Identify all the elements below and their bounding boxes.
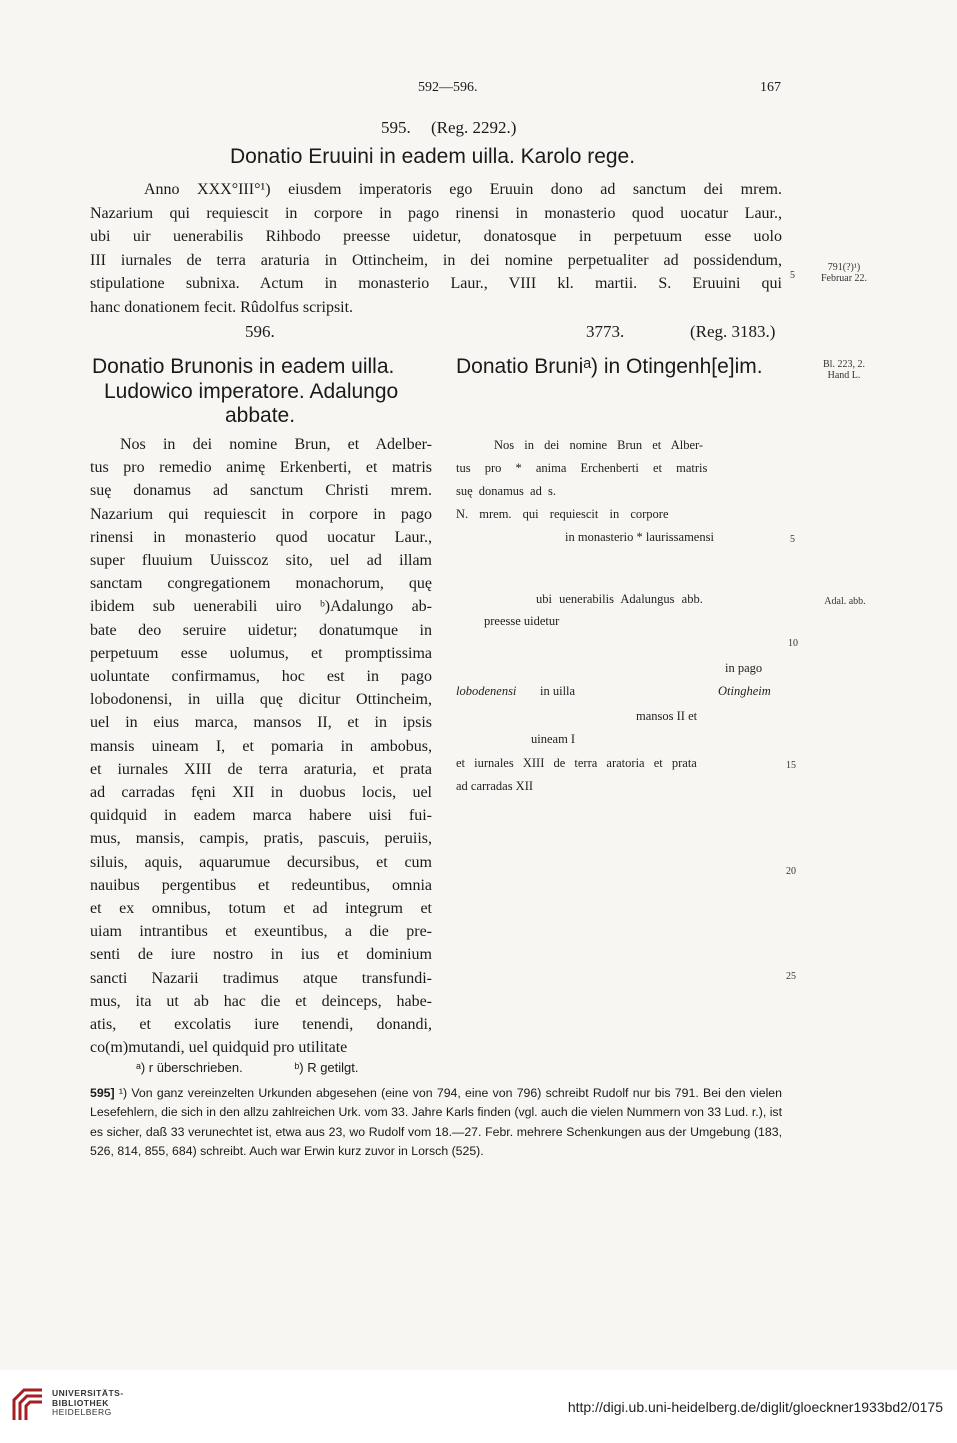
margin-date-year: 791(?)¹) — [827, 262, 861, 273]
doc-3773-line: ubi uenerabilis Adalungus abb. — [536, 592, 703, 606]
doc-596-line: quidquid in eadem marca habere uisi fui- — [90, 807, 432, 825]
doc-596-line: senti de iure nostro in ius et dominium — [90, 946, 432, 964]
footnote-595 — [90, 1084, 782, 1162]
doc-596-line: sanctam congregationem monachorum, quę — [90, 575, 432, 593]
doc-596-line: uel in eius marca, mansos II, et in ipsis — [90, 714, 432, 732]
doc-596-line: ad carradas fęni XII in duobus locis, uel — [90, 784, 432, 802]
logo-line: UNIVERSITÄTS- — [52, 1388, 124, 1398]
doc-3773-line: Nos in dei nomine Brun et Alber- — [494, 438, 704, 452]
doc-596-title-line3: abbate. — [225, 404, 296, 427]
doc-3773-title: Donatio Bruniᵃ) in Otingenh[e]im. — [456, 355, 763, 378]
doc-596-title-line2: Ludowico imperatore. Adalungo — [104, 380, 399, 403]
footnote-595-label: 595] — [90, 1086, 115, 1100]
doc-596-line: super fluuium Uuisscoz sito, uel ad illam — [90, 552, 432, 570]
logo-line: HEIDELBERG — [52, 1407, 112, 1417]
doc-596-line: rinensi in monasterio quod uocatur Laur., — [90, 528, 432, 546]
apparatus-note-b: ᵇ) R getilgt. — [294, 1060, 359, 1075]
margin-folio: Bl. 223, 2. — [823, 359, 865, 370]
doc-596-body — [90, 433, 432, 1059]
doc-596-line: et iurnales XIII de terra araturia, et prata — [90, 760, 432, 778]
doc-3773-line: mansos II et — [636, 709, 698, 723]
margin-date — [806, 262, 882, 284]
footnote-595-text: ¹) Von ganz vereinzelten Urkunden abgesehen (eine von 794, eine von 796) schreibt Rudolf nur bis 791. Bei den vielen Lesefehlern, die sich in den allzu zahlreichen Urk. vom 33. Jahre Karls finden (vgl. auch die vielen Nummern von 33 Lud. r.), ist es sicher, daß 33 verunechtet ist, etwa aus 23, wo Rudolf vom 18.—27. Febr. mehrere Schenkungen aus der Umgebung (183, 526, 814, 855, 684) schreibt. Auch war Erwin kurz zuvor in Lorsch (525). — [90, 1086, 782, 1159]
doc-596-number: 596. — [245, 322, 275, 341]
library-logo-icon — [10, 1386, 46, 1422]
doc-595-title: Donatio Eruuini in eadem uilla. Karolo rege. — [230, 145, 636, 168]
line-number: 10 — [788, 638, 798, 649]
doc-595-number: 595. — [381, 118, 411, 137]
line-number-5-top: 5 — [790, 270, 795, 281]
doc-596-line: perpetuum esse uolumus, et promptissima — [90, 644, 432, 662]
doc-596-line: et ex omnibus, totum et ad integrum et — [90, 900, 432, 918]
doc-596-line: nauibus pergentibus et redeuntibus, omnia — [90, 876, 432, 894]
page-number: 167 — [760, 80, 781, 95]
library-logo-text — [52, 1389, 124, 1418]
doc-596-line: bate deo seruire uidetur; donatumque in — [90, 621, 432, 639]
doc-596-line: siluis, aquis, aquarumue decursibus, et cum — [90, 853, 432, 871]
line-number: 5 — [790, 534, 795, 545]
doc-3773-line: Otingheim — [718, 684, 771, 698]
doc-595-body — [90, 178, 782, 319]
doc-595-line: Nazarium qui requiescit in corpore in pago rinensi in monasterio quod uocatur Laur., — [90, 204, 782, 222]
margin-folio-note — [806, 359, 882, 381]
line-number: 20 — [786, 866, 796, 877]
doc-3773-line: N. mrem. qui requiescit in corpore — [456, 507, 669, 521]
doc-3773-number: 3773. — [586, 322, 625, 341]
doc-3773-line: in pago — [725, 661, 763, 675]
doc-596-line: tus pro remedio animę Erkenberti, et matris — [90, 459, 432, 477]
doc-595-line: Anno XXX°III°¹) eiusdem imperatoris ego Eruuin dono ad sanctum dei mrem. — [144, 181, 782, 198]
doc-596-line: suę donamus ad sanctum Christi mrem. — [90, 482, 432, 500]
line-number: 15 — [786, 760, 796, 771]
doc-596-line: uiam intrantibus et exeuntibus, a die pre- — [90, 923, 432, 941]
doc-595-line: ubi uir uenerabilis Rihbodo preesse uidetur, donatosque in perpetuum esse uolo — [90, 228, 782, 245]
library-footer — [0, 1370, 957, 1443]
doc-596-line: ibidem sub uenerabili uiro ᵇ)Adalungo ab- — [90, 598, 432, 616]
doc-3773-line: lobodenensi — [456, 684, 517, 698]
doc-3773-line: preesse uidetur — [484, 614, 560, 628]
doc-3773-line: et iurnales XIII de terra aratoria et prata — [456, 756, 697, 770]
doc-596-line: Nos in dei nomine Brun, et Adelber- — [120, 436, 432, 453]
doc-3773-line: in monasterio * laurissamensi — [565, 530, 714, 544]
doc-3773-line: uineam I — [531, 732, 576, 746]
doc-595-line: III iurnales de terra araturia in Ottincheim, in dei nomine perpetualiter ad possidendum, — [90, 251, 782, 269]
doc-596-line: mus, ita ut ab hac die et deinceps, habe- — [90, 992, 432, 1010]
doc-3773-reg: (Reg. 3183.) — [690, 322, 776, 341]
doc-595-reg: (Reg. 2292.) — [431, 118, 517, 137]
doc-596-line: co(m)mutandi, uel quidquid pro utilitate — [90, 1039, 348, 1057]
apparatus-notes — [136, 1060, 407, 1075]
doc-596-line: atis, et excolatis iure tenendi, donandi, — [90, 1016, 432, 1034]
doc-596-line: mansis uineam I, et pomaria in ambobus, — [90, 737, 432, 755]
doc-596-line: sancti Nazarii tradimus atque transfundi- — [90, 969, 432, 987]
logo-line: BIBLIOTHEK — [52, 1397, 109, 1408]
permalink-url[interactable]: http://digi.ub.uni-heidelberg.de/diglit/gloeckner1933bd2/0175 — [567, 1399, 943, 1415]
doc-596-line: uoluntate confirmamus, hoc est in pago — [90, 668, 432, 686]
margin-date-day: Februar 22. — [820, 273, 868, 284]
doc-3773-line: ad carradas XII — [456, 779, 534, 793]
doc-3773-line: tus pro * anima Erchenberti et matris — [456, 461, 708, 475]
doc-596-title-line1: Donatio Brunonis in eadem uilla. — [92, 355, 395, 378]
doc-3773-line: suę donamus ad s. — [456, 484, 556, 498]
margin-abbot: Adal. abb. — [824, 596, 866, 607]
running-title: 592—596. — [418, 80, 478, 95]
doc-596-line: Nazarium qui requiescit in corpore in pago — [90, 505, 432, 523]
doc-595-line: stipulatione subnixa. Actum in monasterio Laur., VIII kl. martii. S. Eruuini qui — [90, 275, 782, 292]
doc-596-line: mus, mansis, campis, pratis, pascuis, peruiis, — [90, 830, 432, 848]
line-number: 25 — [786, 971, 796, 982]
doc-596-line: lobodonensi, in uilla quę dicitur Ottincheim, — [90, 691, 432, 709]
doc-3773-line: in uilla — [540, 684, 576, 698]
doc-595-line: hanc donationem fecit. Rûdolfus scripsit. — [90, 298, 354, 316]
margin-hand: Hand L. — [827, 370, 861, 381]
apparatus-note-a: ᵃ) r überschrieben. — [136, 1060, 243, 1075]
